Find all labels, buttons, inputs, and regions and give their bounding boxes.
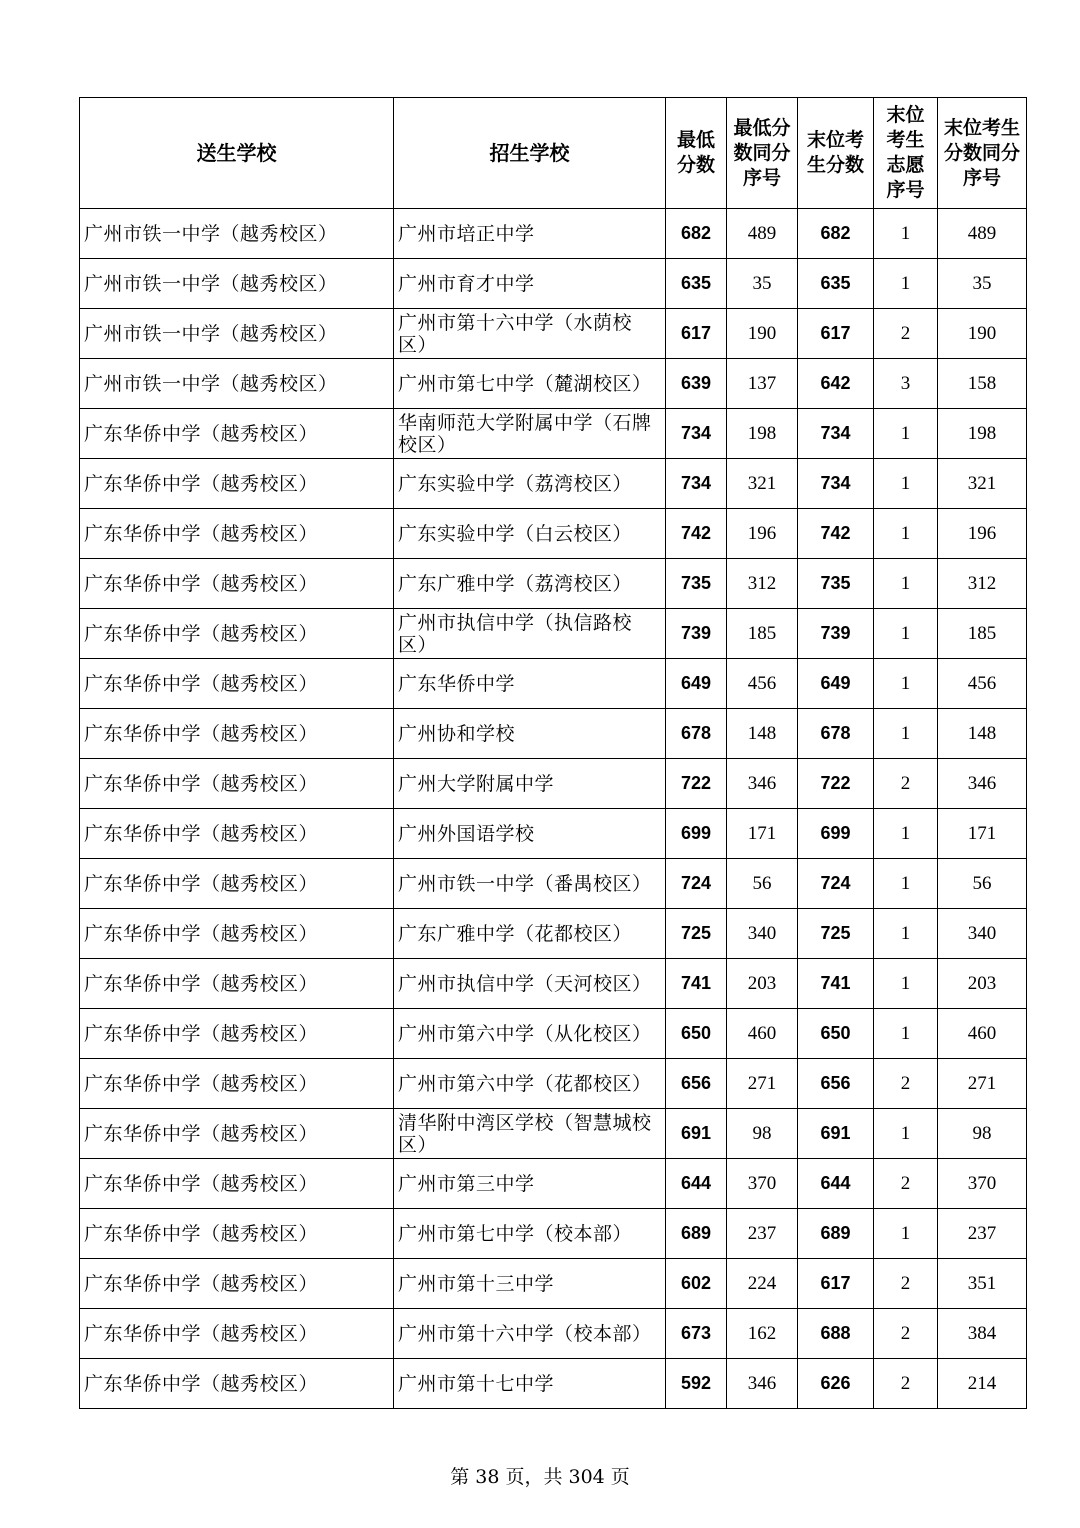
cell-admitting-school: 广东广雅中学（荔湾校区） <box>394 559 666 609</box>
cell-admitting-school: 广州大学附属中学 <box>394 759 666 809</box>
cell-last-score-rank: 271 <box>938 1059 1027 1109</box>
cell-sending-school: 广东华侨中学（越秀校区） <box>80 1259 394 1309</box>
cell-min-score-rank: 148 <box>727 709 798 759</box>
cell-min-score-rank: 162 <box>727 1309 798 1359</box>
cell-min-score-rank: 321 <box>727 459 798 509</box>
cell-min-score-rank: 346 <box>727 759 798 809</box>
cell-min-score-rank: 224 <box>727 1259 798 1309</box>
cell-min-score-rank: 185 <box>727 609 798 659</box>
cell-sending-school: 广东华侨中学（越秀校区） <box>80 459 394 509</box>
cell-min-score-rank: 203 <box>727 959 798 1009</box>
cell-last-score: 734 <box>798 459 874 509</box>
table-row <box>80 659 1027 709</box>
cell-last-choice-order: 1 <box>874 459 938 509</box>
cell-last-choice-order: 1 <box>874 259 938 309</box>
cell-last-choice-order: 2 <box>874 759 938 809</box>
table-row <box>80 959 1027 1009</box>
cell-admitting-school: 广州市第七中学（校本部） <box>394 1209 666 1259</box>
table-row <box>80 1059 1027 1109</box>
cell-admitting-school: 广州市育才中学 <box>394 259 666 309</box>
cell-last-score-rank: 460 <box>938 1009 1027 1059</box>
cell-sending-school: 广州市铁一中学（越秀校区） <box>80 259 394 309</box>
cell-min-score: 739 <box>666 609 727 659</box>
cell-last-score: 735 <box>798 559 874 609</box>
cell-min-score: 725 <box>666 909 727 959</box>
table-row <box>80 459 1027 509</box>
cell-last-score: 626 <box>798 1359 874 1409</box>
cell-last-score: 689 <box>798 1209 874 1259</box>
cell-last-score-rank: 346 <box>938 759 1027 809</box>
cell-admitting-school: 广州市第三中学 <box>394 1159 666 1209</box>
cell-last-choice-order: 1 <box>874 559 938 609</box>
cell-last-score-rank: 203 <box>938 959 1027 1009</box>
header-admitting-school: 招生学校 <box>394 98 666 209</box>
cell-last-score-rank: 148 <box>938 709 1027 759</box>
table-row <box>80 759 1027 809</box>
cell-min-score-rank: 237 <box>727 1209 798 1259</box>
table-row <box>80 609 1027 659</box>
cell-sending-school: 广东华侨中学（越秀校区） <box>80 1309 394 1359</box>
cell-last-score-rank: 237 <box>938 1209 1027 1259</box>
cell-min-score-rank: 198 <box>727 409 798 459</box>
cell-last-score-rank: 190 <box>938 309 1027 359</box>
cell-last-choice-order: 2 <box>874 1159 938 1209</box>
cell-sending-school: 广东华侨中学（越秀校区） <box>80 1109 394 1159</box>
header-last-choice-order: 末位 考生 志愿 序号 <box>874 98 938 209</box>
table-row <box>80 1009 1027 1059</box>
cell-sending-school: 广东华侨中学（越秀校区） <box>80 1159 394 1209</box>
cell-last-score: 691 <box>798 1109 874 1159</box>
cell-min-score: 735 <box>666 559 727 609</box>
cell-sending-school: 广东华侨中学（越秀校区） <box>80 709 394 759</box>
cell-sending-school: 广州市铁一中学（越秀校区） <box>80 309 394 359</box>
cell-last-choice-order: 1 <box>874 609 938 659</box>
cell-min-score: 742 <box>666 509 727 559</box>
cell-min-score-rank: 35 <box>727 259 798 309</box>
cell-last-score: 741 <box>798 959 874 1009</box>
cell-last-score-rank: 171 <box>938 809 1027 859</box>
cell-sending-school: 广东华侨中学（越秀校区） <box>80 1059 394 1109</box>
cell-sending-school: 广东华侨中学（越秀校区） <box>80 959 394 1009</box>
cell-admitting-school: 广州市第十六中学（校本部） <box>394 1309 666 1359</box>
cell-sending-school: 广州市铁一中学（越秀校区） <box>80 359 394 409</box>
cell-min-score-rank: 370 <box>727 1159 798 1209</box>
cell-last-score: 649 <box>798 659 874 709</box>
table-row <box>80 1309 1027 1359</box>
cell-last-score: 742 <box>798 509 874 559</box>
cell-last-score-rank: 98 <box>938 1109 1027 1159</box>
cell-last-score: 635 <box>798 259 874 309</box>
table-row <box>80 1109 1027 1159</box>
cell-admitting-school: 广州协和学校 <box>394 709 666 759</box>
table-row <box>80 809 1027 859</box>
cell-last-score-rank: 56 <box>938 859 1027 909</box>
cell-admitting-school: 广州市执信中学（天河校区） <box>394 959 666 1009</box>
cell-last-score-rank: 384 <box>938 1309 1027 1359</box>
header-min-score-rank: 最低分 数同分 序号 <box>727 98 798 209</box>
cell-min-score: 678 <box>666 709 727 759</box>
table-row <box>80 509 1027 559</box>
cell-last-choice-order: 1 <box>874 409 938 459</box>
cell-min-score-rank: 137 <box>727 359 798 409</box>
table-row <box>80 359 1027 409</box>
table-body <box>80 209 1027 1409</box>
cell-last-choice-order: 1 <box>874 509 938 559</box>
table-row <box>80 909 1027 959</box>
table-row <box>80 859 1027 909</box>
cell-min-score: 649 <box>666 659 727 709</box>
cell-last-score: 724 <box>798 859 874 909</box>
cell-last-score: 617 <box>798 309 874 359</box>
cell-min-score: 722 <box>666 759 727 809</box>
cell-last-score: 656 <box>798 1059 874 1109</box>
cell-last-score-rank: 456 <box>938 659 1027 709</box>
table-row <box>80 709 1027 759</box>
cell-last-choice-order: 1 <box>874 1209 938 1259</box>
cell-min-score: 602 <box>666 1259 727 1309</box>
cell-min-score-rank: 196 <box>727 509 798 559</box>
cell-min-score-rank: 312 <box>727 559 798 609</box>
cell-last-choice-order: 2 <box>874 309 938 359</box>
header-sending-school: 送生学校 <box>80 98 394 209</box>
cell-last-score-rank: 351 <box>938 1259 1027 1309</box>
cell-min-score: 617 <box>666 309 727 359</box>
cell-last-score-rank: 185 <box>938 609 1027 659</box>
table-row <box>80 1259 1027 1309</box>
cell-admitting-school: 广州市第六中学（从化校区） <box>394 1009 666 1059</box>
cell-last-score: 678 <box>798 709 874 759</box>
cell-admitting-school: 广州市第七中学（麓湖校区） <box>394 359 666 409</box>
cell-sending-school: 广东华侨中学（越秀校区） <box>80 859 394 909</box>
cell-min-score: 724 <box>666 859 727 909</box>
cell-admitting-school: 广州外国语学校 <box>394 809 666 859</box>
cell-sending-school: 广东华侨中学（越秀校区） <box>80 1359 394 1409</box>
cell-last-choice-order: 2 <box>874 1259 938 1309</box>
cell-last-score-rank: 489 <box>938 209 1027 259</box>
cell-last-choice-order: 1 <box>874 709 938 759</box>
cell-last-score-rank: 158 <box>938 359 1027 409</box>
cell-last-score: 688 <box>798 1309 874 1359</box>
cell-last-choice-order: 1 <box>874 959 938 1009</box>
cell-min-score-rank: 271 <box>727 1059 798 1109</box>
table-row <box>80 409 1027 459</box>
cell-admitting-school: 广州市第十七中学 <box>394 1359 666 1409</box>
table-row <box>80 1209 1027 1259</box>
cell-min-score-rank: 489 <box>727 209 798 259</box>
cell-min-score-rank: 460 <box>727 1009 798 1059</box>
cell-admitting-school: 广东实验中学（荔湾校区） <box>394 459 666 509</box>
cell-last-score-rank: 312 <box>938 559 1027 609</box>
cell-admitting-school: 广州市铁一中学（番禺校区） <box>394 859 666 909</box>
cell-sending-school: 广东华侨中学（越秀校区） <box>80 809 394 859</box>
cell-min-score-rank: 56 <box>727 859 798 909</box>
cell-last-choice-order: 1 <box>874 809 938 859</box>
cell-admitting-school: 清华附中湾区学校（智慧城校区） <box>394 1109 666 1159</box>
table-row <box>80 309 1027 359</box>
cell-last-choice-order: 3 <box>874 359 938 409</box>
cell-admitting-school: 广东广雅中学（花都校区） <box>394 909 666 959</box>
cell-min-score-rank: 456 <box>727 659 798 709</box>
cell-sending-school: 广东华侨中学（越秀校区） <box>80 409 394 459</box>
page-footer: 第 38 页，共 304 页 <box>450 1466 630 1488</box>
table-row <box>80 209 1027 259</box>
cell-sending-school: 广州市铁一中学（越秀校区） <box>80 209 394 259</box>
header-last-score-rank: 末位考生 分数同分 序号 <box>938 98 1027 209</box>
cell-min-score: 644 <box>666 1159 727 1209</box>
cell-last-score: 682 <box>798 209 874 259</box>
cell-last-score-rank: 214 <box>938 1359 1027 1409</box>
cell-last-choice-order: 2 <box>874 1309 938 1359</box>
cell-last-choice-order: 1 <box>874 209 938 259</box>
table-row <box>80 259 1027 309</box>
header-last-score: 末位考 生分数 <box>798 98 874 209</box>
cell-min-score-rank: 171 <box>727 809 798 859</box>
cell-last-choice-order: 1 <box>874 659 938 709</box>
cell-min-score: 734 <box>666 459 727 509</box>
table-row <box>80 1359 1027 1409</box>
cell-last-score: 734 <box>798 409 874 459</box>
table-row <box>80 559 1027 609</box>
cell-last-score: 650 <box>798 1009 874 1059</box>
cell-admitting-school: 广州市第十六中学（水荫校区） <box>394 309 666 359</box>
cell-sending-school: 广东华侨中学（越秀校区） <box>80 659 394 709</box>
cell-admitting-school: 广州市执信中学（执信路校区） <box>394 609 666 659</box>
cell-min-score-rank: 98 <box>727 1109 798 1159</box>
admission-score-table <box>79 97 1027 1409</box>
cell-min-score: 592 <box>666 1359 727 1409</box>
cell-min-score: 699 <box>666 809 727 859</box>
cell-last-score-rank: 340 <box>938 909 1027 959</box>
cell-min-score: 656 <box>666 1059 727 1109</box>
cell-last-score: 722 <box>798 759 874 809</box>
cell-admitting-school: 广东实验中学（白云校区） <box>394 509 666 559</box>
cell-min-score: 691 <box>666 1109 727 1159</box>
cell-last-score: 617 <box>798 1259 874 1309</box>
cell-last-score-rank: 370 <box>938 1159 1027 1209</box>
cell-min-score: 682 <box>666 209 727 259</box>
cell-sending-school: 广东华侨中学（越秀校区） <box>80 559 394 609</box>
cell-last-choice-order: 1 <box>874 909 938 959</box>
cell-last-score-rank: 35 <box>938 259 1027 309</box>
cell-min-score: 741 <box>666 959 727 1009</box>
cell-last-choice-order: 2 <box>874 1059 938 1109</box>
cell-min-score: 673 <box>666 1309 727 1359</box>
cell-sending-school: 广东华侨中学（越秀校区） <box>80 609 394 659</box>
cell-sending-school: 广东华侨中学（越秀校区） <box>80 909 394 959</box>
cell-sending-school: 广东华侨中学（越秀校区） <box>80 1209 394 1259</box>
cell-last-score-rank: 196 <box>938 509 1027 559</box>
cell-last-choice-order: 1 <box>874 859 938 909</box>
table-row <box>80 1159 1027 1209</box>
cell-min-score: 689 <box>666 1209 727 1259</box>
cell-min-score: 734 <box>666 409 727 459</box>
cell-admitting-school: 广州市培正中学 <box>394 209 666 259</box>
cell-last-score: 642 <box>798 359 874 409</box>
cell-sending-school: 广东华侨中学（越秀校区） <box>80 509 394 559</box>
cell-sending-school: 广东华侨中学（越秀校区） <box>80 759 394 809</box>
cell-min-score-rank: 346 <box>727 1359 798 1409</box>
cell-admitting-school: 广州市第十三中学 <box>394 1259 666 1309</box>
header-min-score: 最低 分数 <box>666 98 727 209</box>
cell-min-score: 635 <box>666 259 727 309</box>
cell-last-choice-order: 2 <box>874 1359 938 1409</box>
cell-last-choice-order: 1 <box>874 1009 938 1059</box>
cell-min-score-rank: 190 <box>727 309 798 359</box>
cell-admitting-school: 广东华侨中学 <box>394 659 666 709</box>
header-row <box>80 98 1027 209</box>
cell-last-score: 644 <box>798 1159 874 1209</box>
cell-min-score-rank: 340 <box>727 909 798 959</box>
cell-last-score: 725 <box>798 909 874 959</box>
cell-min-score: 650 <box>666 1009 727 1059</box>
cell-sending-school: 广东华侨中学（越秀校区） <box>80 1009 394 1059</box>
cell-last-score: 739 <box>798 609 874 659</box>
cell-last-score-rank: 321 <box>938 459 1027 509</box>
cell-last-score-rank: 198 <box>938 409 1027 459</box>
cell-admitting-school: 广州市第六中学（花都校区） <box>394 1059 666 1109</box>
cell-min-score: 639 <box>666 359 727 409</box>
cell-last-choice-order: 1 <box>874 1109 938 1159</box>
cell-admitting-school: 华南师范大学附属中学（石牌校区） <box>394 409 666 459</box>
cell-last-score: 699 <box>798 809 874 859</box>
